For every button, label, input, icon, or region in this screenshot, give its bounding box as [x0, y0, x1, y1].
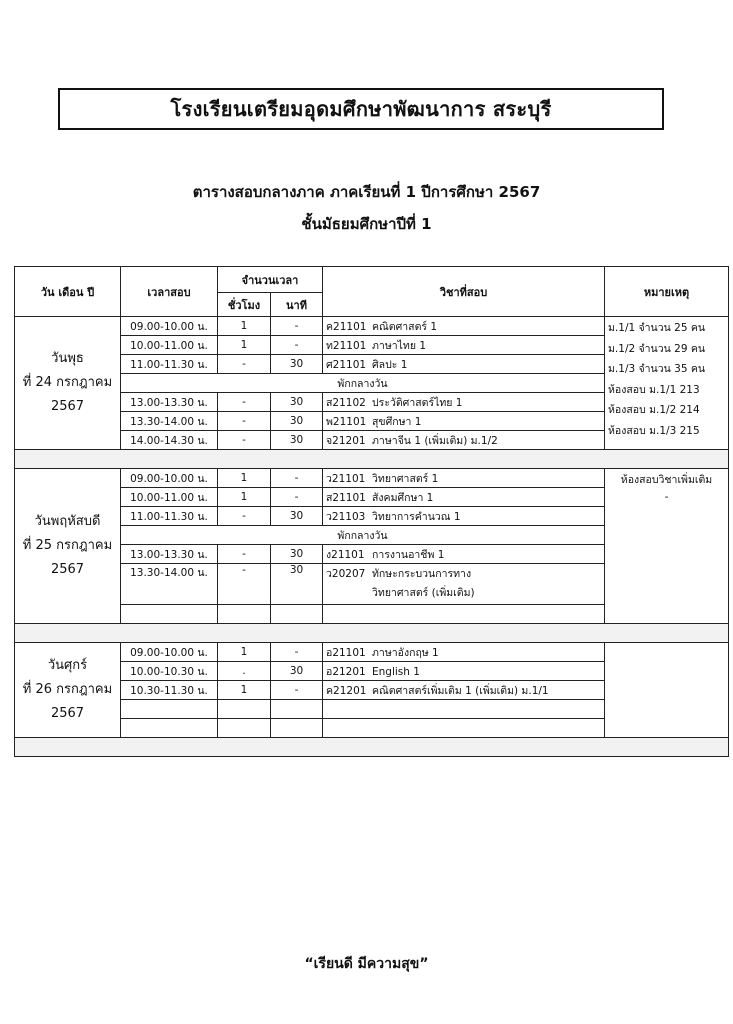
hours-cell: 1: [218, 469, 271, 488]
subject-cell: [323, 355, 605, 374]
minutes-cell: -: [271, 469, 323, 488]
remark-line: ม.1/3 จำนวน 35 คน: [608, 363, 706, 375]
hours-cell: 1: [218, 488, 271, 507]
separator-row: [15, 450, 729, 469]
subject-name: ประวัติศาสตร์ไทย 1: [372, 396, 463, 409]
separator-row: [15, 738, 729, 757]
time-cell: 09.00-10.00 น.: [121, 317, 218, 336]
subject-name: การงานอาชีพ 1: [372, 548, 445, 561]
day-date: ที่ 25 กรกฎาคม: [22, 538, 113, 553]
subject-name: คณิตศาสตร์เพิ่มเติม 1 (เพิ่มเติม) ม.1/1: [372, 684, 549, 697]
subject-name: ภาษาไทย 1: [372, 339, 427, 352]
minutes-cell: -: [271, 681, 323, 700]
subject-cell: [323, 564, 605, 605]
subject-code: ค21101: [326, 320, 367, 333]
subject-code: อ21201: [326, 665, 366, 678]
hours-cell: 1: [218, 336, 271, 355]
subject-cell: [323, 488, 605, 507]
subject-code: พ21101: [326, 415, 367, 428]
subject-cell: [323, 681, 605, 700]
school-motto: “เรียนดี มีความสุข”: [304, 956, 429, 972]
minutes-cell: 30: [271, 662, 323, 681]
subject-code: ว20207: [326, 568, 366, 580]
table-row: [15, 469, 729, 488]
subject-code: ว21101: [326, 472, 366, 485]
header-time: เวลาสอบ: [121, 267, 218, 317]
minutes-cell: 30: [271, 564, 323, 605]
school-name-box: [58, 88, 664, 130]
hours-cell: -: [218, 355, 271, 374]
hours-cell: 1: [218, 643, 271, 662]
day-cell: [15, 469, 121, 624]
remark-cell: [605, 469, 729, 624]
remark-line: -: [664, 490, 669, 503]
subject-cell: [323, 317, 605, 336]
minutes-cell: 30: [271, 431, 323, 450]
time-cell: 13.00-13.30 น.: [121, 393, 218, 412]
subject-name: คณิตศาสตร์ 1: [372, 320, 438, 333]
lunch-break-label: พักกลางวัน: [121, 374, 605, 393]
minutes-cell: 30: [271, 545, 323, 564]
day-name: วันศุกร์: [47, 658, 88, 673]
header-remark: หมายเหตุ: [605, 267, 729, 317]
subject-name: วิทยาการคำนวณ 1: [372, 510, 461, 523]
header-hours: ชั่วโมง: [218, 293, 271, 317]
hours-cell: -: [218, 564, 271, 605]
remark-line: ม.1/1 จำนวน 25 คน: [608, 322, 706, 334]
day-date: ที่ 26 กรกฎาคม: [22, 682, 113, 697]
minutes-cell: 30: [271, 412, 323, 431]
subject-code: อ21101: [326, 646, 366, 659]
subject-name: English 1: [372, 665, 420, 678]
subject-name: วิทยาศาสตร์ 1: [372, 472, 439, 485]
remark-line: ห้องสอบวิชาเพิ่มเติม: [620, 474, 713, 486]
hours-cell: -: [218, 507, 271, 526]
day-name: วันพุธ: [51, 351, 84, 366]
time-cell: 13.30-14.00 น.: [121, 412, 218, 431]
subject-code: ว21103: [326, 510, 366, 523]
subject-code: ค21201: [326, 684, 367, 697]
hours-cell: -: [218, 412, 271, 431]
hours-cell: .: [218, 662, 271, 681]
time-cell: 09.00-10.00 น.: [121, 643, 218, 662]
day-year: 2567: [50, 706, 85, 721]
hours-cell: 1: [218, 681, 271, 700]
subject-name: ภาษาอังกฤษ 1: [372, 646, 439, 659]
hours-cell: 1: [218, 317, 271, 336]
subject-name: ภาษาจีน 1 (เพิ่มเติม) ม.1/2: [372, 434, 498, 447]
remark-cell: [605, 643, 729, 738]
subject-cell: [323, 507, 605, 526]
subject-cell: [323, 393, 605, 412]
remark-line: ห้องสอบ ม.1/2 214: [608, 404, 700, 416]
time-cell: 10.30-11.30 น.: [121, 681, 218, 700]
time-cell: 11.00-11.30 น.: [121, 507, 218, 526]
time-cell: 10.00-10.30 น.: [121, 662, 218, 681]
minutes-cell: -: [271, 336, 323, 355]
minutes-cell: -: [271, 643, 323, 662]
subject-code: ศ21101: [326, 358, 367, 371]
remark-cell: [605, 317, 729, 450]
remark-line: ม.1/2 จำนวน 29 คน: [608, 342, 706, 355]
subject-name-line2: วิทยาศาสตร์ (เพิ่มเติม): [372, 587, 475, 599]
day-cell: [15, 643, 121, 738]
day-cell: [15, 317, 121, 450]
remark-line: ห้องสอบ ม.1/1 213: [608, 383, 700, 396]
school-name: โรงเรียนเตรียมอุดมศึกษาพัฒนาการ สระบุรี: [170, 97, 552, 121]
separator-row: [15, 624, 729, 643]
subject-code: ส21102: [326, 396, 366, 409]
day-year: 2567: [50, 562, 85, 577]
remark-line: ห้องสอบ ม.1/3 215: [608, 424, 700, 437]
minutes-cell: 30: [271, 507, 323, 526]
subject-cell: [323, 431, 605, 450]
header-subject: วิชาที่สอบ: [323, 267, 605, 317]
table-row: [15, 317, 729, 336]
subject-cell: [323, 412, 605, 431]
minutes-cell: -: [271, 488, 323, 507]
subject-cell: [323, 545, 605, 564]
time-cell: 13.00-13.30 น.: [121, 545, 218, 564]
day-name: วันพฤหัสบดี: [34, 514, 101, 529]
subject-cell: [323, 469, 605, 488]
grade-level: ชั้นมัธยมศึกษาปีที่ 1: [301, 215, 432, 233]
subject-code: ง21101: [326, 548, 365, 561]
hours-cell: -: [218, 393, 271, 412]
header-minutes: นาที: [271, 293, 323, 317]
hours-cell: -: [218, 545, 271, 564]
subject-code: ส21101: [326, 491, 366, 504]
subject-code: จ21201: [326, 434, 366, 447]
minutes-cell: 30: [271, 355, 323, 374]
hours-cell: -: [218, 431, 271, 450]
subject-code: ท21101: [326, 339, 367, 352]
lunch-break-label: พักกลางวัน: [121, 526, 605, 545]
subject-cell: [323, 336, 605, 355]
time-cell: 10.00-11.00 น.: [121, 488, 218, 507]
subject-name: ศิลปะ 1: [372, 358, 408, 371]
exam-title: ตารางสอบกลางภาค ภาคเรียนที่ 1 ปีการศึกษา 2567: [192, 183, 541, 201]
minutes-cell: 30: [271, 393, 323, 412]
subject-cell: [323, 643, 605, 662]
day-year: 2567: [50, 399, 85, 414]
subject-name: สุขศึกษา 1: [372, 415, 422, 428]
time-cell: 13.30-14.00 น.: [121, 564, 218, 605]
subject-name: สังคมศึกษา 1: [372, 491, 434, 504]
header-date: วัน เดือน ปี: [15, 267, 121, 317]
time-cell: 11.00-11.30 น.: [121, 355, 218, 374]
time-cell: 09.00-10.00 น.: [121, 469, 218, 488]
time-cell: 10.00-11.00 น.: [121, 336, 218, 355]
minutes-cell: -: [271, 317, 323, 336]
header-duration: จำนวนเวลา: [218, 267, 323, 293]
time-cell: 14.00-14.30 น.: [121, 431, 218, 450]
table-row: [15, 643, 729, 662]
subject-cell: [323, 662, 605, 681]
subject-name: ทักษะกระบวนการทาง: [372, 568, 472, 580]
day-date: ที่ 24 กรกฎาคม: [22, 375, 113, 390]
exam-schedule-table: [14, 266, 729, 757]
